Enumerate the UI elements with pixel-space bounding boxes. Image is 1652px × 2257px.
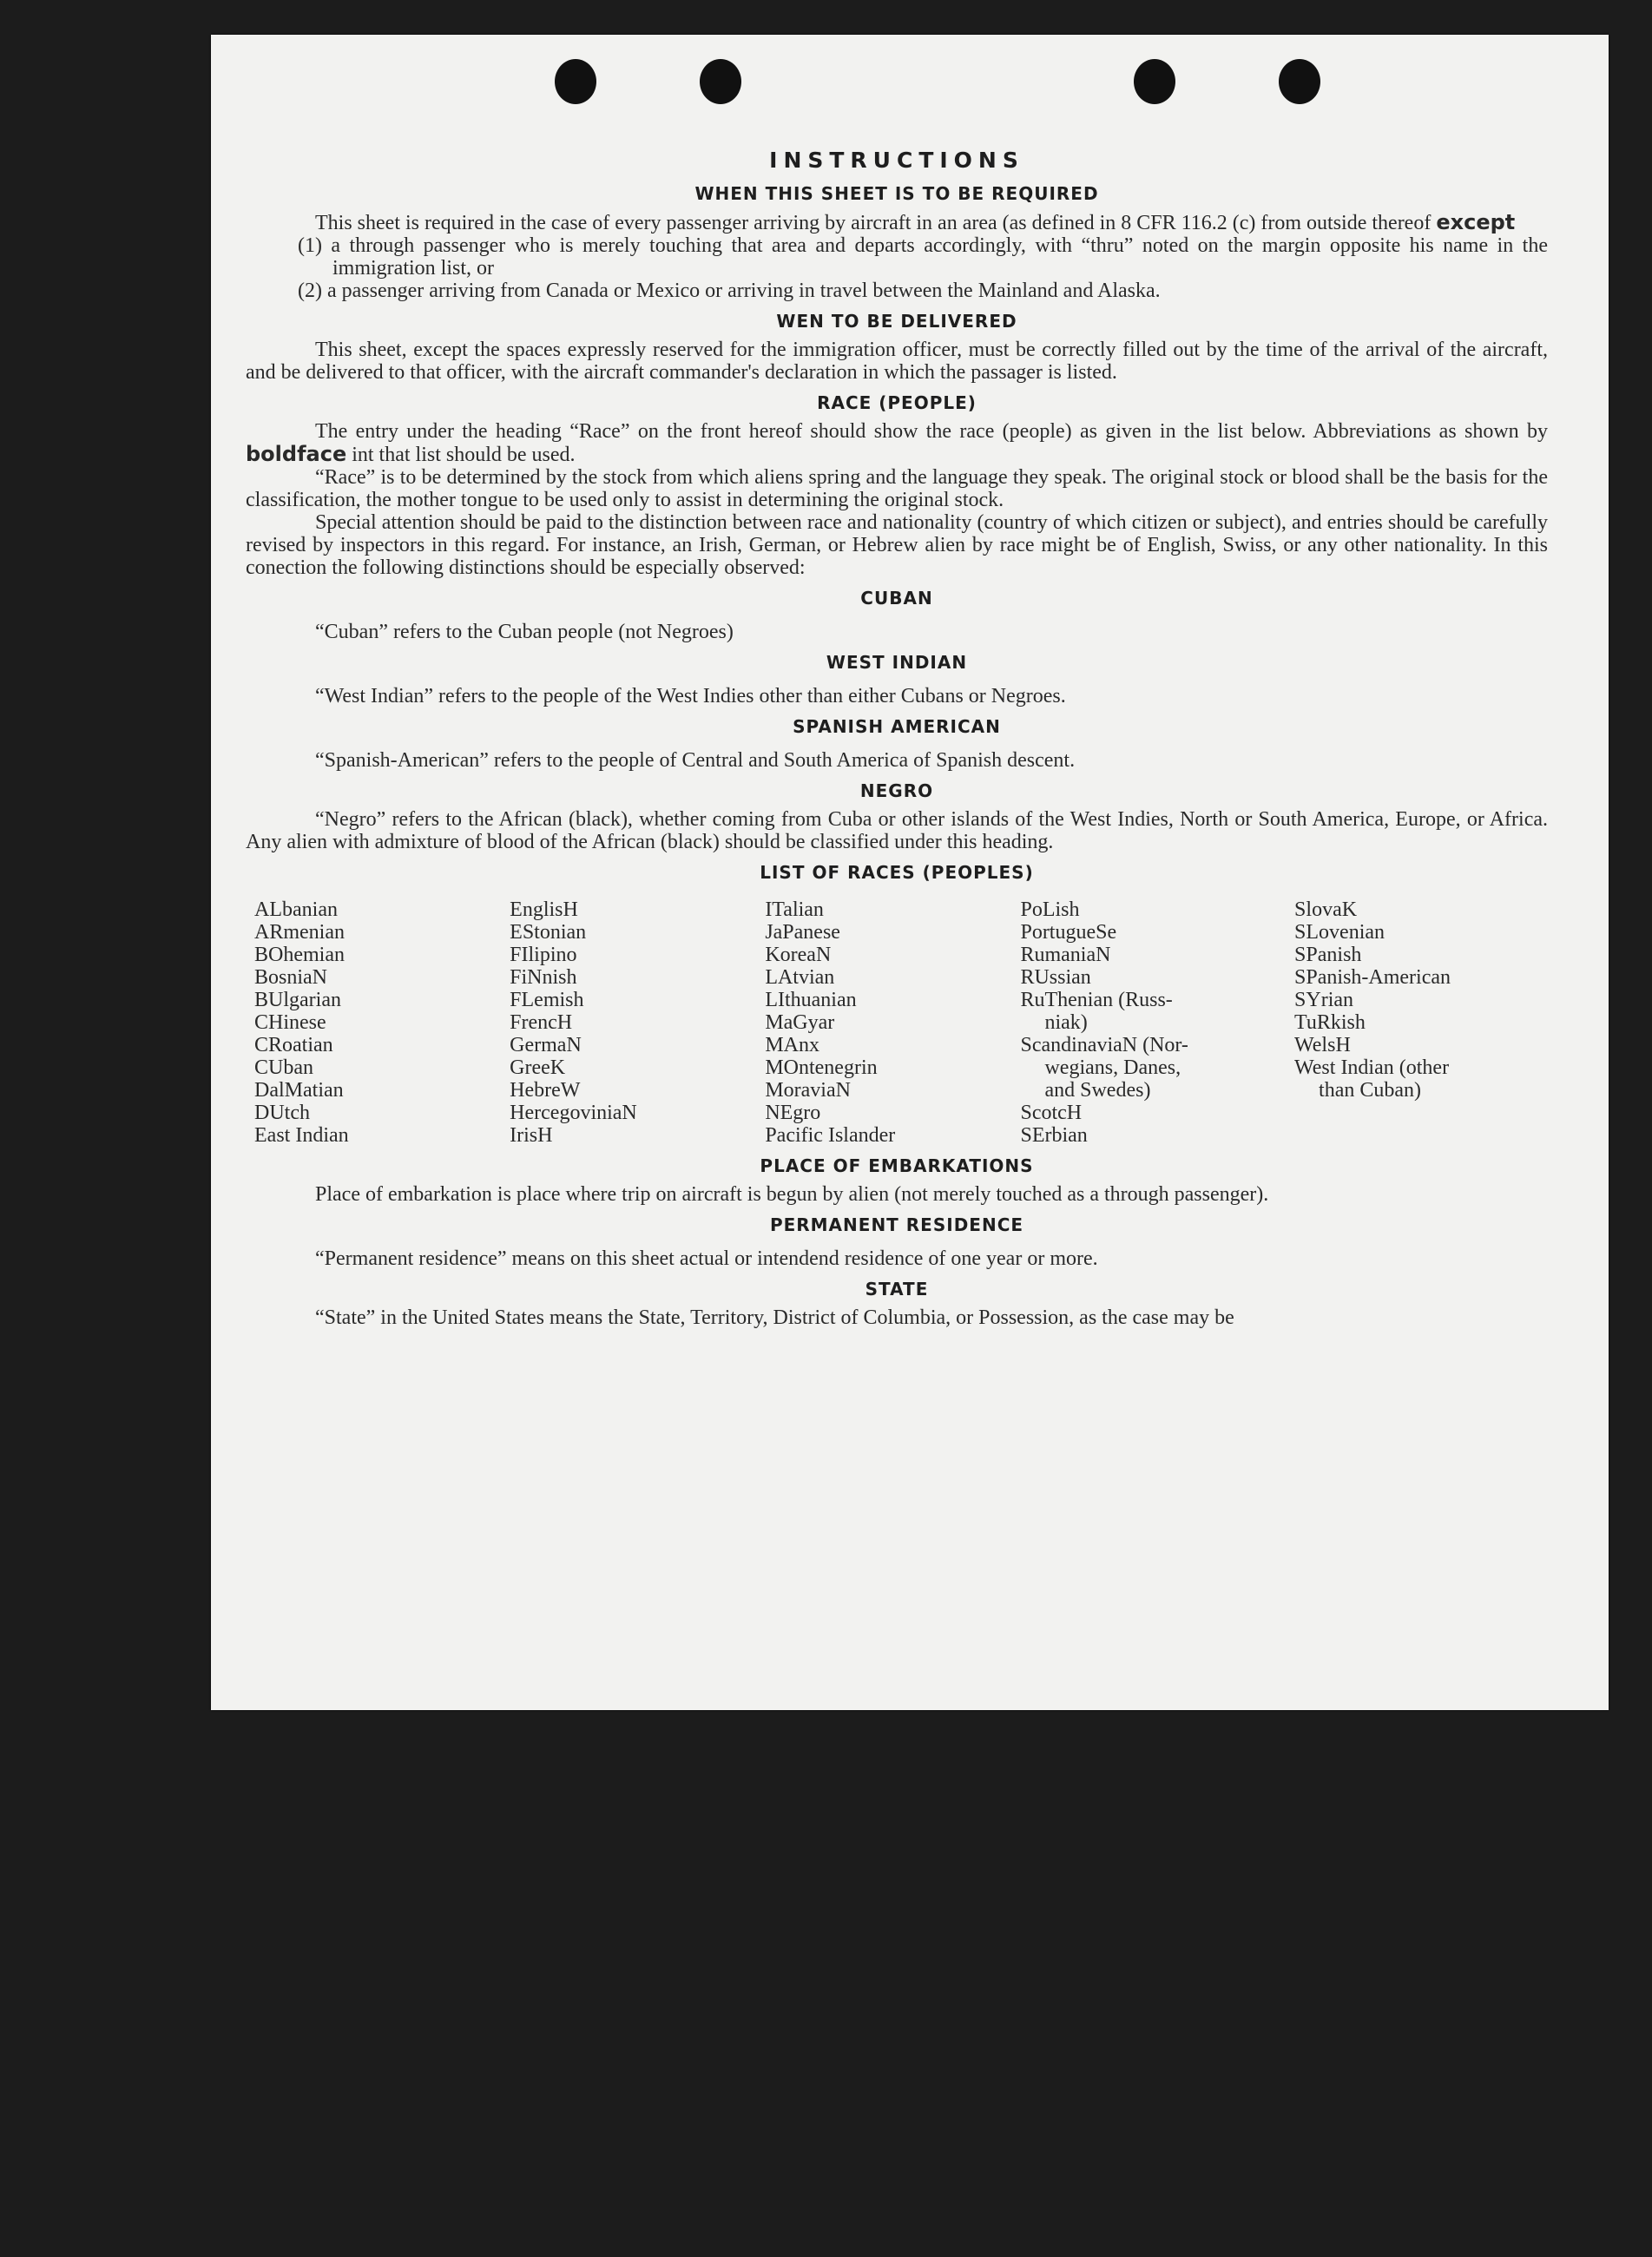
race-item: JaPanese xyxy=(765,921,840,944)
race-item: FrencH xyxy=(510,1011,573,1034)
race-item: ScotcH xyxy=(1020,1102,1083,1124)
race-column-5 xyxy=(1286,898,1548,1147)
punch-hole xyxy=(700,59,741,104)
race-item: SLovenian xyxy=(1294,921,1385,944)
required-item-2: (2) a passenger arriving from Canada or Mexico or arriving in travel between the Mainland and Alaska. xyxy=(298,280,1161,302)
race-item: NEgro xyxy=(765,1102,821,1124)
race-item: DUtch xyxy=(254,1102,310,1124)
race-item: niak) xyxy=(1044,1011,1088,1034)
cuban-text: “Cuban” refers to the Cuban people (not Negroes) xyxy=(315,621,734,643)
race-item: wegians, Danes, xyxy=(1044,1056,1181,1079)
race-item: East Indian xyxy=(254,1124,349,1147)
race-item: Pacific Islander xyxy=(765,1124,896,1147)
race-item: RUssian xyxy=(1020,966,1091,989)
heading-state: STATE xyxy=(865,1279,929,1300)
document-page xyxy=(211,35,1609,1710)
race-item: HercegoviniaN xyxy=(510,1102,637,1124)
heading-required: WHEN THIS SHEET IS TO BE REQUIRED xyxy=(694,183,1099,204)
race-item: ITalian xyxy=(765,898,824,921)
heading-list-of-races: LIST OF RACES (PEOPLES) xyxy=(760,862,1034,883)
race-item: and Swedes) xyxy=(1044,1079,1151,1102)
embarkation-text: Place of embarkation is place where trip on aircraft is begun by alien (not merely touched as a through passenger). xyxy=(315,1183,1269,1206)
race-item: SPanish-American xyxy=(1294,966,1451,989)
delivered-text: This sheet, except the spaces expressly reserved for the immigration officer, must be correctly filled out by the time of the arrival of the aircraft, and be delivered to that officer, with the aircraft commander's declaration in which the passager is listed. xyxy=(246,339,1548,384)
race-item: CHinese xyxy=(254,1011,326,1034)
page-title: INSTRUCTIONS xyxy=(769,148,1024,173)
race-column-3 xyxy=(756,898,1011,1147)
heading-residence: PERMANENT RESIDENCE xyxy=(769,1214,1024,1235)
race-item: EStonian xyxy=(510,921,587,944)
race-item: RuThenian (Russ- xyxy=(1020,989,1173,1011)
race-item: LAtvian xyxy=(765,966,835,989)
heading-embarkation: PLACE OF EMBARKATIONS xyxy=(760,1155,1034,1176)
race-item: KoreaN xyxy=(765,944,832,966)
race-item: SErbian xyxy=(1020,1124,1088,1147)
heading-negro: NEGRO xyxy=(859,780,934,801)
race-item: MoraviaN xyxy=(765,1079,851,1102)
race-column-1 xyxy=(246,898,501,1147)
race-item: CRoatian xyxy=(254,1034,333,1056)
race-item: than Cuban) xyxy=(1319,1079,1422,1102)
heading-cuban: CUBAN xyxy=(860,588,933,609)
race-item: ARmenian xyxy=(254,921,345,944)
negro-text: “Negro” refers to the African (black), whether coming from Cuba or other islands of the West Indies, North or South America, Europe, or Africa. Any alien with admixture of blood of the African (black) should be classified under this heading. xyxy=(246,808,1548,853)
race-item: West Indian (other xyxy=(1294,1056,1450,1079)
race-paragraph-3: Special attention should be paid to the distinction between race and nationality (country of which citizen or subject), and entries should be carefully revised by inspectors in this regard. For instance, an Irish, German, or Hebrew alien by race might be of English, Swiss, or any other nationality. In this conection the following distinctions should be especially observed: xyxy=(246,511,1548,579)
race-list xyxy=(246,898,1548,1147)
heading-west-indian: WEST INDIAN xyxy=(826,652,968,673)
race-item: IrisH xyxy=(510,1124,553,1147)
race-item: ScandinaviaN (Nor- xyxy=(1020,1034,1188,1056)
race-item: MAnx xyxy=(765,1034,819,1056)
heading-delivered: WEN TO BE DELIVERED xyxy=(776,311,1017,332)
race-item: LIthuanian xyxy=(765,989,857,1011)
race-item: FiNnish xyxy=(510,966,577,989)
race-item: WelsH xyxy=(1294,1034,1351,1056)
race-paragraph-1: The entry under the heading “Race” on the front hereof should show the race (people) as given in the list below. Abbreviations as shown by boldface int that list should be used. xyxy=(246,420,1548,466)
heading-spanish-american: SPANISH AMERICAN xyxy=(793,716,1001,737)
punch-hole xyxy=(555,59,596,104)
heading-race: RACE (PEOPLE) xyxy=(817,392,977,413)
race-item: GreeK xyxy=(510,1056,566,1079)
punch-hole xyxy=(1279,59,1320,104)
race-item: FLemish xyxy=(510,989,584,1011)
race-item: FIlipino xyxy=(510,944,577,966)
race-item: PoLish xyxy=(1020,898,1080,921)
race-column-4 xyxy=(1011,898,1286,1147)
required-intro: This sheet is required in the case of every passenger arriving by aircraft in an area (as defined in 8 CFR 116.2 (c) from outside thereof except xyxy=(315,210,1516,234)
race-item: PortugueSe xyxy=(1020,921,1117,944)
race-item: SlovaK xyxy=(1294,898,1358,921)
punch-hole xyxy=(1134,59,1175,104)
race-paragraph-2: “Race” is to be determined by the stock from which aliens spring and the language they speak. The original stock or blood shall be the basis for the classification, the mother tongue to be used only to assist in determining the original stock. xyxy=(246,466,1548,511)
instructions-content xyxy=(246,148,1548,1329)
race-item: DalMatian xyxy=(254,1079,344,1102)
state-text: “State” in the United States means the State, Territory, District of Columbia, or Possession, as the case may be xyxy=(315,1306,1234,1329)
race-column-2 xyxy=(501,898,756,1147)
race-item: BosniaN xyxy=(254,966,327,989)
race-item: EnglisH xyxy=(510,898,578,921)
race-item: HebreW xyxy=(510,1079,581,1102)
race-item: MOntenegrin xyxy=(765,1056,878,1079)
race-item: SYrian xyxy=(1294,989,1354,1011)
required-item-1: (1) a through passenger who is merely touching that area and departs accordingly, with “thru” noted on the margin opposite his name in the immigration list, or xyxy=(298,234,1548,280)
race-item: MaGyar xyxy=(765,1011,835,1034)
race-item: TuRkish xyxy=(1294,1011,1366,1034)
race-item: GermaN xyxy=(510,1034,582,1056)
spanish-american-text: “Spanish-American” refers to the people of Central and South America of Spanish descent. xyxy=(315,749,1076,772)
residence-text: “Permanent residence” means on this sheet actual or intendend residence of one year or more. xyxy=(315,1247,1098,1270)
west-indian-text: “West Indian” refers to the people of the West Indies other than either Cubans or Negroes. xyxy=(315,685,1066,707)
race-item: ALbanian xyxy=(254,898,338,921)
race-item: BOhemian xyxy=(254,944,345,966)
race-item: CUban xyxy=(254,1056,313,1079)
race-item: RumaniaN xyxy=(1020,944,1111,966)
race-item: BUlgarian xyxy=(254,989,341,1011)
race-item: SPanish xyxy=(1294,944,1362,966)
